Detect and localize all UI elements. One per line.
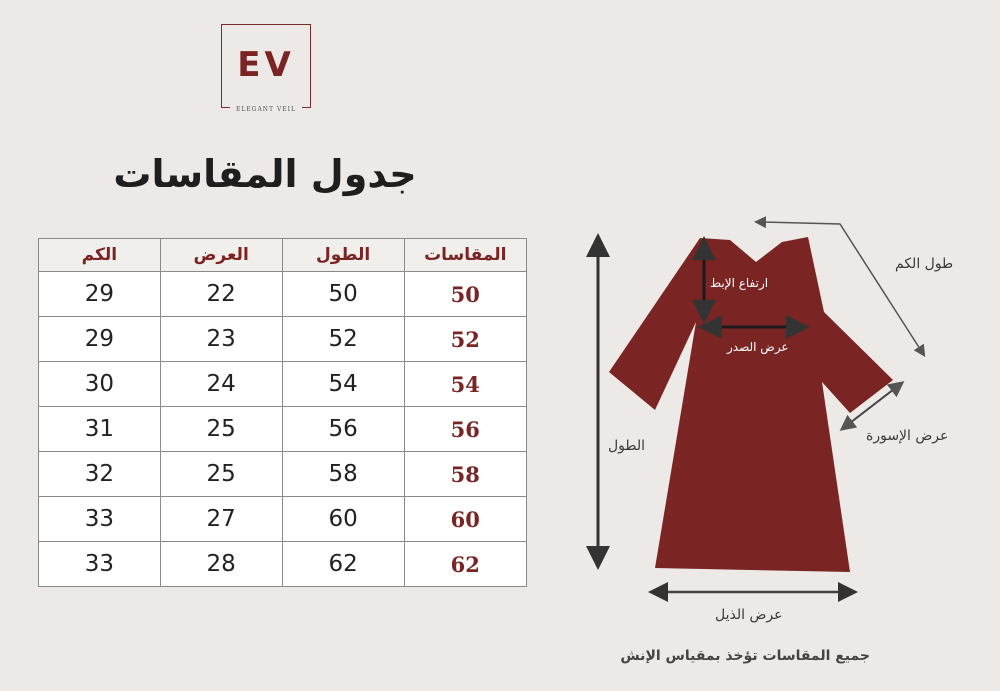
cell-width: 22: [160, 272, 282, 317]
size-table: [38, 238, 527, 587]
brand-logo: [221, 24, 311, 113]
cell-sleeve: 29: [39, 272, 161, 317]
cell-size: 56: [404, 407, 526, 452]
measurement-note: جميع المقاسات تؤخذ بمقياس الإنش: [620, 648, 870, 664]
table-row: [39, 362, 527, 407]
table-row: [39, 407, 527, 452]
cell-sleeve: 32: [39, 452, 161, 497]
cell-length: 54: [282, 362, 404, 407]
logo-subtitle: ELEGANT VEIL: [230, 106, 302, 113]
label-cuff-width: عرض الإسورة: [866, 428, 949, 444]
page-title: جدول المقاسات: [113, 152, 417, 196]
table-row: [39, 452, 527, 497]
cell-width: 27: [160, 497, 282, 542]
cell-sleeve: 33: [39, 542, 161, 587]
label-armhole-height: ارتفاع الإبط: [710, 276, 769, 290]
label-sleeve-length: طول الكم: [895, 256, 954, 272]
header-length: الطول: [282, 239, 404, 272]
header-sleeve: الكم: [39, 239, 161, 272]
logo-letters: EV: [237, 45, 295, 85]
table-row: [39, 542, 527, 587]
cell-length: 52: [282, 317, 404, 362]
table-header-row: [39, 239, 527, 272]
cell-sleeve: 30: [39, 362, 161, 407]
header-size: المقاسات: [404, 239, 526, 272]
cell-width: 28: [160, 542, 282, 587]
cell-length: 58: [282, 452, 404, 497]
cell-size: 58: [404, 452, 526, 497]
cell-size: 60: [404, 497, 526, 542]
cell-length: 60: [282, 497, 404, 542]
cell-sleeve: 33: [39, 497, 161, 542]
cell-size: 50: [404, 272, 526, 317]
cell-width: 25: [160, 407, 282, 452]
table-row: [39, 272, 527, 317]
cell-width: 25: [160, 452, 282, 497]
cell-sleeve: 31: [39, 407, 161, 452]
cell-width: 24: [160, 362, 282, 407]
cell-sleeve: 29: [39, 317, 161, 362]
cell-size: 54: [404, 362, 526, 407]
table-row: [39, 317, 527, 362]
label-length: الطول: [608, 438, 646, 454]
cell-size: 52: [404, 317, 526, 362]
table-row: [39, 497, 527, 542]
cell-width: 23: [160, 317, 282, 362]
header-width: العرض: [160, 239, 282, 272]
label-hem-width: عرض الذيل: [715, 607, 783, 623]
cell-length: 56: [282, 407, 404, 452]
cell-length: 62: [282, 542, 404, 587]
cell-size: 62: [404, 542, 526, 587]
label-chest-width: عرض الصدر: [727, 340, 789, 354]
cell-length: 50: [282, 272, 404, 317]
